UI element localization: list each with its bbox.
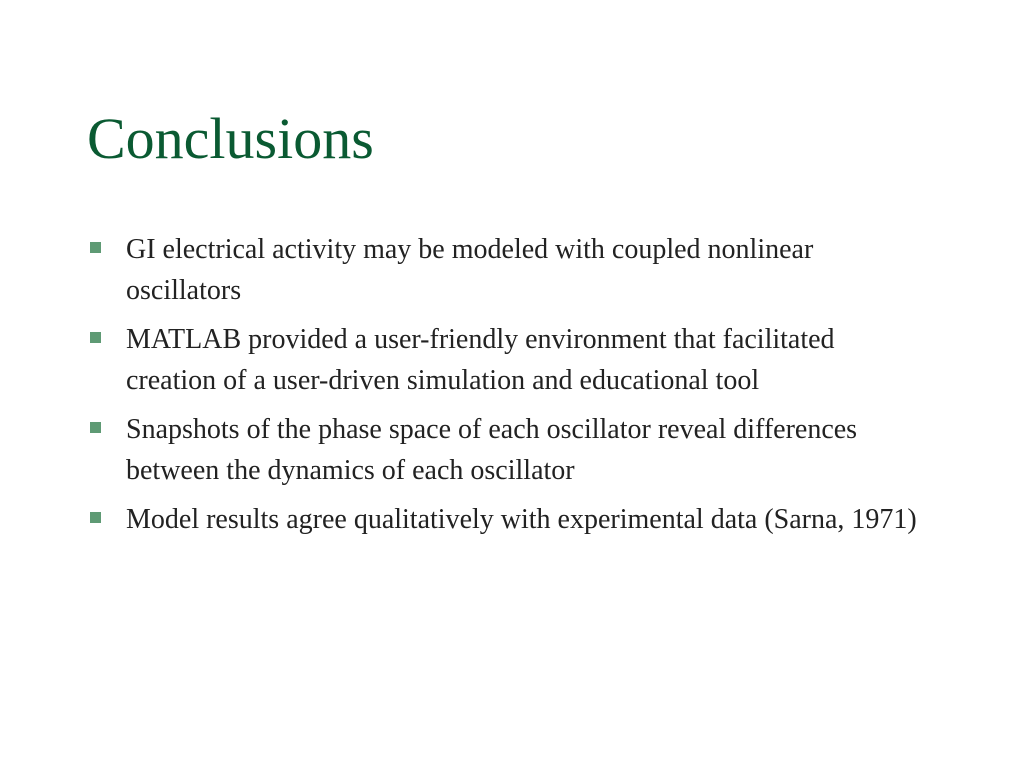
bullet-item xyxy=(87,319,917,401)
square-bullet-icon xyxy=(90,422,101,433)
bullet-item xyxy=(87,499,917,540)
square-bullet-icon xyxy=(90,512,101,523)
bullet-text: Model results agree qualitatively with experimental data (Sarna, 1971) xyxy=(126,504,917,535)
bullet-list xyxy=(87,229,917,548)
square-bullet-icon xyxy=(90,332,101,343)
bullet-text: Snapshots of the phase space of each oscillator reveal differences between the dynamics of each oscillator xyxy=(126,414,858,486)
bullet-text: GI electrical activity may be modeled with coupled nonlinear oscillators xyxy=(126,234,814,306)
bullet-item xyxy=(87,409,917,491)
slide-title: Conclusions xyxy=(87,106,374,171)
square-bullet-icon xyxy=(90,242,101,253)
bullet-item xyxy=(87,229,917,311)
bullet-text: MATLAB provided a user-friendly environment that facilitated creation of a user-driven simulation and educational tool xyxy=(126,324,835,396)
